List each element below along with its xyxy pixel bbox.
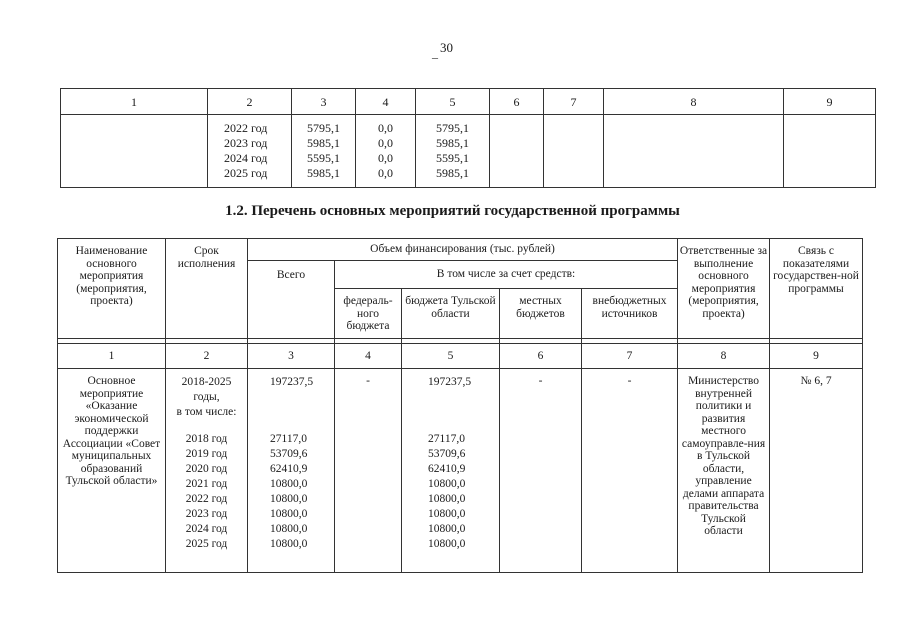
- value: 10800,0: [270, 508, 308, 520]
- header-cell: 7: [544, 89, 604, 115]
- activity-name: Основное мероприятие «Оказание экономической поддержки Ассоциации «Совет муниципальных образований Тульской области»: [58, 369, 166, 573]
- federal-values-cell: [356, 115, 416, 188]
- header-cell: 8: [604, 89, 784, 115]
- section-title: 1.2. Перечень основных мероприятий государственной программы: [225, 203, 680, 219]
- value: 27117,0: [428, 433, 465, 445]
- value: 62410,9: [270, 463, 308, 475]
- value: 5795,1: [436, 121, 469, 135]
- value: 10800,0: [428, 538, 466, 550]
- year: 2022 год: [224, 121, 268, 135]
- value: 10800,0: [270, 538, 308, 550]
- column-number: 4: [335, 344, 402, 369]
- regional-values-cell: [416, 115, 490, 188]
- local-cell: -: [500, 369, 582, 573]
- total-sum: 197237,5: [270, 376, 314, 388]
- column-number: 5: [402, 344, 500, 369]
- header-link: Связь с показателями государствен-ной программы: [770, 239, 863, 339]
- value: 53709,6: [428, 448, 466, 460]
- column-number: 2: [166, 344, 248, 369]
- header-cell: 4: [356, 89, 416, 115]
- value: 10800,0: [270, 478, 308, 490]
- column-number: 9: [770, 344, 863, 369]
- header-cell: 2: [208, 89, 292, 115]
- value: 62410,9: [428, 463, 466, 475]
- header-federal: федераль-ного бюджета: [335, 289, 402, 339]
- value: 5795,1: [307, 121, 340, 135]
- extra-cell: -: [582, 369, 678, 573]
- regional-cell: [402, 369, 500, 573]
- responsible-cell: Министерство внутренней политики и развития местного самоуправле-ния в Тульской области, управление делами аппарата правительства Тульской области: [678, 369, 770, 573]
- link-cell: № 6, 7: [770, 369, 863, 573]
- year: 2018 год: [185, 433, 228, 445]
- continuation-data-row: [61, 115, 876, 188]
- header-cell: 1: [61, 89, 208, 115]
- year: 2023 год: [185, 508, 228, 520]
- header-cell: 3: [292, 89, 356, 115]
- header-local: местных бюджетов: [500, 289, 582, 339]
- value: 53709,6: [270, 448, 308, 460]
- value: 5985,1: [436, 166, 469, 180]
- value: 10800,0: [270, 493, 308, 505]
- term-line: в том числе:: [176, 406, 237, 418]
- empty-cell: [604, 115, 784, 188]
- header-row-1: [58, 239, 863, 261]
- page-number-text: 30: [440, 40, 453, 55]
- term-line: 2018-2025: [181, 376, 232, 388]
- column-number: 6: [500, 344, 582, 369]
- value: 10800,0: [428, 493, 466, 505]
- page-number: [432, 40, 453, 60]
- year: 2023 год: [224, 136, 268, 150]
- column-number: 7: [582, 344, 678, 369]
- year: 2021 год: [185, 478, 228, 490]
- value: 5595,1: [436, 151, 469, 165]
- year: 2022 год: [185, 493, 228, 505]
- empty-cell: [544, 115, 604, 188]
- column-number: 1: [58, 344, 166, 369]
- empty-cell: [61, 115, 208, 188]
- header-cell: 5: [416, 89, 490, 115]
- year: 2024 год: [185, 523, 228, 535]
- header-responsible: Ответственные за выполнение основного мероприятия (мероприятия, проекта): [678, 239, 770, 339]
- years-cell: [208, 115, 292, 188]
- value: 0,0: [378, 151, 393, 165]
- term-line: годы,: [193, 391, 220, 403]
- value: 10800,0: [270, 523, 308, 535]
- value: 27117,0: [270, 433, 307, 445]
- year: 2020 год: [185, 463, 228, 475]
- header-cell: 9: [784, 89, 876, 115]
- total-values-cell: [292, 115, 356, 188]
- total-cell: [248, 369, 335, 573]
- value: 5595,1: [307, 151, 340, 165]
- continuation-header-row: [61, 89, 876, 115]
- header-cell: 6: [490, 89, 544, 115]
- main-activities-table: [57, 238, 863, 573]
- column-number-row: [58, 344, 863, 369]
- regional-sum: 197237,5: [428, 376, 472, 388]
- header-total: Всего: [248, 261, 335, 339]
- column-number: 3: [248, 344, 335, 369]
- value: 5985,1: [307, 166, 340, 180]
- header-name: Наименование основного мероприятия (мероприятия, проекта): [58, 239, 166, 339]
- empty-cell: [784, 115, 876, 188]
- value: 10800,0: [428, 508, 466, 520]
- year: 2025 год: [224, 166, 268, 180]
- federal-cell: -: [335, 369, 402, 573]
- column-number: 8: [678, 344, 770, 369]
- page-number-mark: _: [432, 46, 438, 60]
- value: 5985,1: [307, 136, 340, 150]
- activity-row: [58, 369, 863, 573]
- term-cell: [166, 369, 248, 573]
- year: 2019 год: [185, 448, 228, 460]
- value: 5985,1: [436, 136, 469, 150]
- year: 2024 год: [224, 151, 268, 165]
- value: 10800,0: [428, 478, 466, 490]
- empty-cell: [490, 115, 544, 188]
- value: 0,0: [378, 121, 393, 135]
- header-extra: внебюджетных источников: [582, 289, 678, 339]
- header-term: Срок исполнения: [166, 239, 248, 339]
- value: 0,0: [378, 136, 393, 150]
- value: 0,0: [378, 166, 393, 180]
- year: 2025 год: [185, 538, 228, 550]
- value: 10800,0: [428, 523, 466, 535]
- header-funding: Объем финансирования (тыс. рублей): [248, 239, 678, 261]
- header-regional: бюджета Тульской области: [402, 289, 500, 339]
- header-including: В том числе за счет средств:: [335, 261, 678, 289]
- continuation-table: [60, 88, 876, 188]
